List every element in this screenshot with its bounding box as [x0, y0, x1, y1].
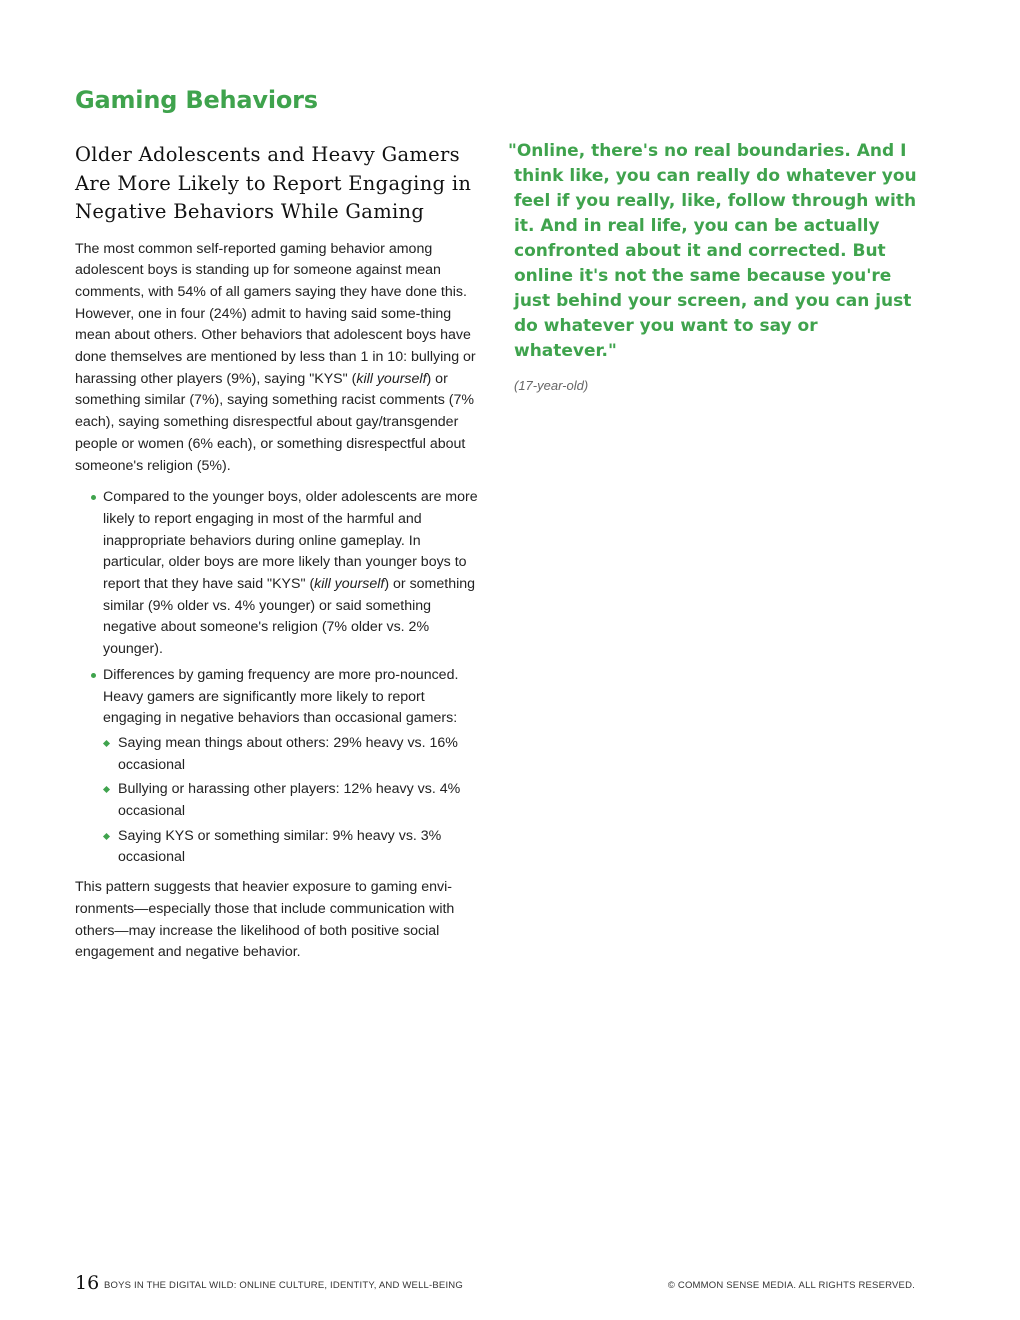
intro-paragraph: The most common self-reported gaming behavior among adolescent boys is standing up for someone against mean comments, with 54% of all gamers saying they have done this. However, one in four (24%) admit to having said some-thing mean about others. Other behaviors that adolescent boys have done themselves are mentioned by less than 1 in 10: bullying or harassing other players (9%), saying "KYS" (kill yourself) or something similar (7%), saying something racist comments (7% each), saying something disrespectful about gay/transgender people or women (6% each), or something disrespectful about someone's religion (5%). [75, 240, 476, 474]
closing-paragraph: This pattern suggests that heavier exposure to gaming envi-ronments—especially those that include communication with others—may increase the likelihood of both positive social engagement and negative behavior. [75, 879, 455, 961]
main-column [75, 141, 480, 964]
page-number: 16 [75, 1272, 100, 1294]
bullet-item-frequency: Differences by gaming frequency are more pro-nounced. Heavy gamers are significantly more likely to report engaging in negative behaviors than occasional gamers: Saying mean things about others: 29% heavy vs. 16% occasional Bullying or harassing other players: 12% heavy vs. 4% occasional Saying KYS or something similar: 9% heavy vs. 3% occasional [75, 665, 480, 869]
copyright-notice: © COMMON SENSE MEDIA. ALL RIGHTS RESERVED. [667, 1280, 915, 1291]
intro-italic-phrase: kill yourself [356, 370, 427, 387]
bullet-dot-icon [91, 673, 96, 678]
bullet-dot-icon [91, 495, 96, 500]
diamond-bullet-icon [103, 833, 110, 840]
subheading: Older Adolescents and Heavy Gamers Are More Likely to Report Engaging in Negative Behaviors While Gaming [75, 143, 472, 223]
diamond-bullet-icon [103, 786, 110, 793]
sub-bullet-item: Saying KYS or something similar: 9% heavy vs. 3% occasional [103, 826, 480, 869]
sub-bullet-list [103, 733, 480, 869]
sub-bullet-item: Saying mean things about others: 29% heavy vs. 16% occasional [103, 733, 480, 776]
bullet-item-age: Compared to the younger boys, older adolescents are more likely to report engaging in most of the harmful and inappropriate behaviors during online gameplay. In particular, older boys are more likely than younger boys to report that they have said "KYS" (kill yourself) or something similar (9% older vs. 4% younger) or said something negative about someone's religion (7% older vs. 2% younger). [75, 487, 480, 661]
bullet-list [75, 487, 480, 869]
quote-attribution: (17-year-old) [514, 378, 589, 393]
pull-quote [508, 139, 918, 393]
sub-bullet-item: Bullying or harassing other players: 12% heavy vs. 4% occasional [103, 779, 480, 822]
publication-title: BOYS IN THE DIGITAL WILD: ONLINE CULTURE, IDENTITY, AND WELL-BEING [104, 1280, 463, 1291]
page-footer [75, 1272, 915, 1294]
quote-text: "Online, there's no real boundaries. And I think like, you can really do whatever you feel if you really, like, follow through with it. And in real life, you can be actually confronted about it and corrected. But online it's not the same because you're just behind your screen, and you can just do whatever you want to say or whatever." [508, 141, 917, 361]
diamond-bullet-icon [103, 740, 110, 747]
section-title: Gaming Behaviors [75, 86, 318, 114]
